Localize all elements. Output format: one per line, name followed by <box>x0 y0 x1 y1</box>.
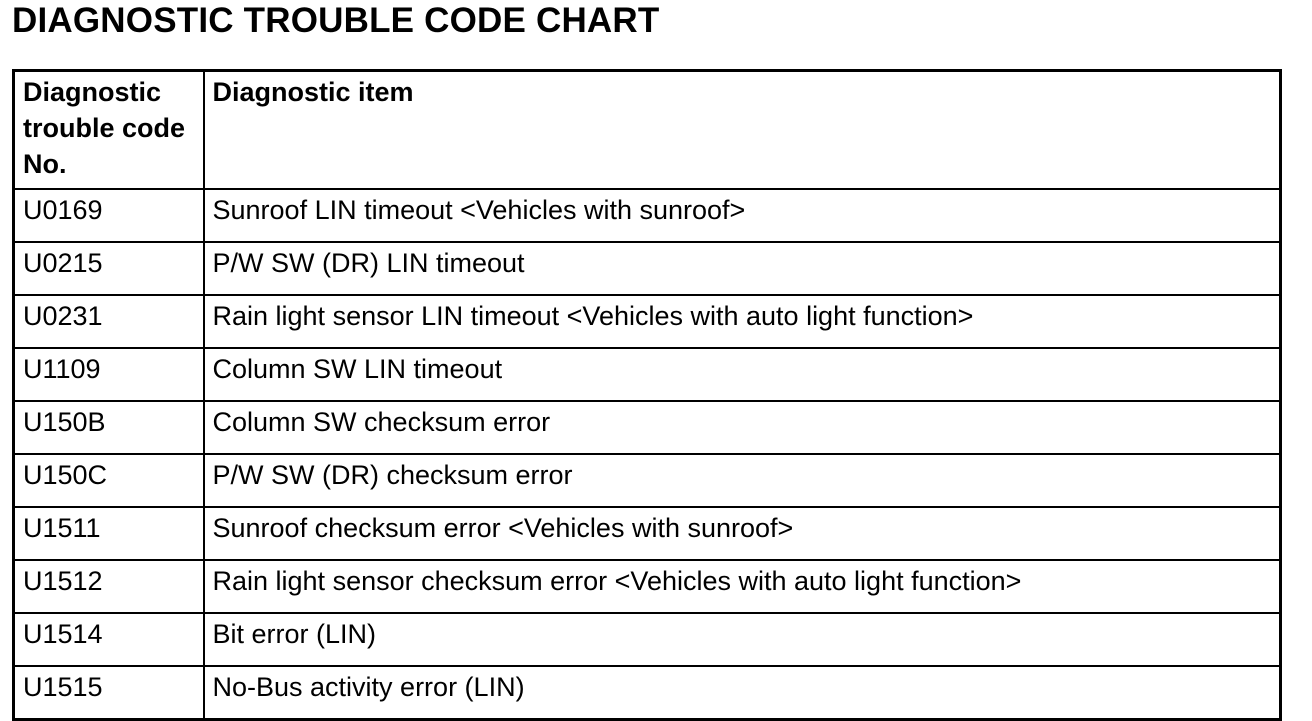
code-cell: U1109 <box>14 348 204 401</box>
table-row <box>14 348 1281 401</box>
item-cell: Column SW checksum error <box>204 401 1281 454</box>
code-cell: U0169 <box>14 189 204 242</box>
item-cell: P/W SW (DR) LIN timeout <box>204 242 1281 295</box>
table-row <box>14 560 1281 613</box>
code-cell: U0215 <box>14 242 204 295</box>
code-cell: U1515 <box>14 666 204 720</box>
item-cell: Rain light sensor LIN timeout <Vehicles with auto light function> <box>204 295 1281 348</box>
table-row <box>14 295 1281 348</box>
item-cell: Sunroof checksum error <Vehicles with sunroof> <box>204 507 1281 560</box>
item-cell: Column SW LIN timeout <box>204 348 1281 401</box>
dtc-table <box>12 69 1282 721</box>
table-row <box>14 613 1281 666</box>
table-row <box>14 507 1281 560</box>
table-row <box>14 242 1281 295</box>
table-row <box>14 454 1281 507</box>
table-body <box>14 189 1281 720</box>
table-row <box>14 666 1281 720</box>
page-title: DIAGNOSTIC TROUBLE CODE CHART <box>12 1 660 40</box>
item-cell: Bit error (LIN) <box>204 613 1281 666</box>
item-cell: No-Bus activity error (LIN) <box>204 666 1281 720</box>
code-cell: U1511 <box>14 507 204 560</box>
item-cell: P/W SW (DR) checksum error <box>204 454 1281 507</box>
code-cell: U1514 <box>14 613 204 666</box>
header-item: Diagnostic item <box>204 71 1281 190</box>
table-row <box>14 401 1281 454</box>
table-header <box>14 71 1281 190</box>
item-cell: Rain light sensor checksum error <Vehicles with auto light function> <box>204 560 1281 613</box>
header-row <box>14 71 1281 190</box>
code-cell: U1512 <box>14 560 204 613</box>
code-cell: U150C <box>14 454 204 507</box>
code-cell: U150B <box>14 401 204 454</box>
header-code: Diagnostic trouble code No. <box>14 71 204 190</box>
item-cell: Sunroof LIN timeout <Vehicles with sunroof> <box>204 189 1281 242</box>
table-row <box>14 189 1281 242</box>
code-cell: U0231 <box>14 295 204 348</box>
